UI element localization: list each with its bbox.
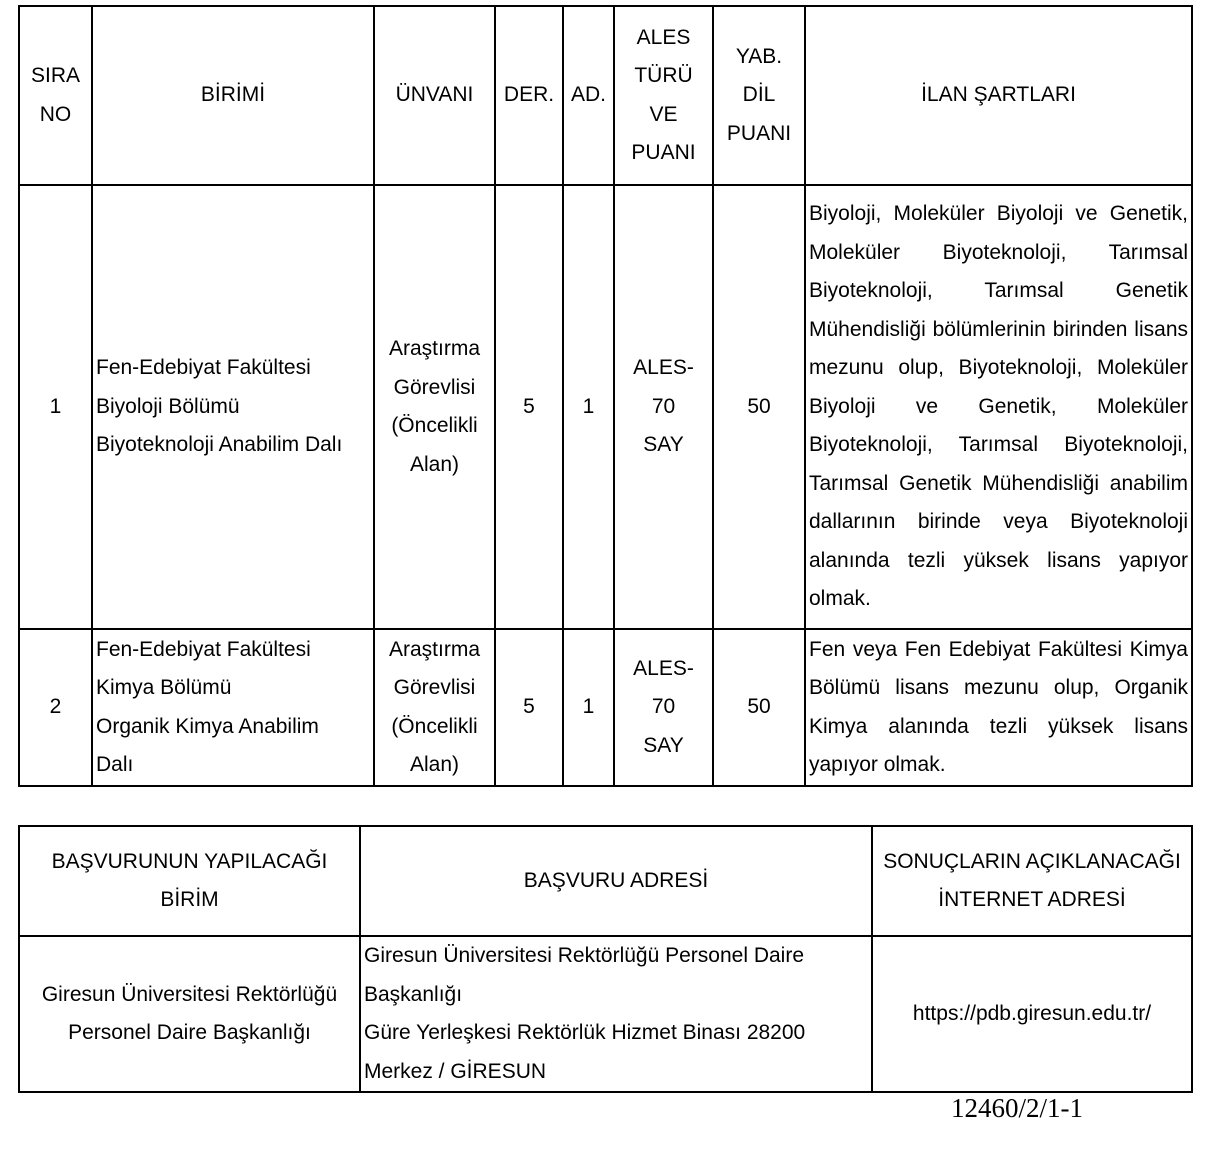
header-row <box>19 6 1192 185</box>
table-row <box>19 185 1192 629</box>
header-basvuru-adresi: BAŞVURU ADRESİ <box>360 826 872 936</box>
header-ales: ALES TÜRÜ VE PUANI <box>614 6 713 185</box>
cell-yab: 50 <box>713 185 805 629</box>
header-unvani: ÜNVANI <box>374 6 495 185</box>
cell-unvani: Araştırma Görevlisi (Öncelikli Alan) <box>374 629 495 786</box>
cell-sira: 1 <box>19 185 92 629</box>
cell-ilan: Fen veya Fen Edebiyat Fakültesi Kimya Bölümü lisans mezunu olup, Organik Kimya alanında tezli yüksek lisans yapıyor olmak. <box>805 629 1192 786</box>
cell-basvuru-adresi: Giresun Üniversitesi Rektörlüğü Personel Daire Başkanlığı Güre Yerleşkesi Rektörlük Hizmet Binası 28200 Merkez / GİRESUN <box>360 936 872 1092</box>
table-row <box>19 936 1192 1092</box>
cell-ales: ALES- 70 SAY <box>614 629 713 786</box>
cell-der: 5 <box>495 629 563 786</box>
header-ad: AD. <box>563 6 614 185</box>
cell-sira: 2 <box>19 629 92 786</box>
header-yab: YAB. DİL PUANI <box>713 6 805 185</box>
header-ilan: İLAN ŞARTLARI <box>805 6 1192 185</box>
header-birimi: BİRİMİ <box>92 6 374 185</box>
announcement-table <box>18 5 1193 787</box>
cell-basvuru-birim: Giresun Üniversitesi Rektörlüğü Personel Daire Başkanlığı <box>19 936 360 1092</box>
cell-birimi: Fen-Edebiyat Fakültesi Biyoloji Bölümü Biyoteknoloji Anabilim Dalı <box>92 185 374 629</box>
cell-ad: 1 <box>563 185 614 629</box>
cell-internet-adresi[interactable]: https://pdb.giresun.edu.tr/ <box>872 936 1192 1092</box>
cell-yab: 50 <box>713 629 805 786</box>
header-basvuru-birim: BAŞVURUNUN YAPILACAĞI BİRİM <box>19 826 360 936</box>
cell-birimi: Fen-Edebiyat Fakültesi Kimya Bölümü Organik Kimya Anabilim Dalı <box>92 629 374 786</box>
header-sira-no: SIRA NO <box>19 6 92 185</box>
header-row <box>19 826 1192 936</box>
cell-ad: 1 <box>563 629 614 786</box>
document-code: 12460/2/1-1 <box>951 1093 1083 1123</box>
application-table <box>18 825 1193 1093</box>
cell-unvani: Araştırma Görevlisi (Öncelikli Alan) <box>374 185 495 629</box>
header-der: DER. <box>495 6 563 185</box>
header-internet-adresi: SONUÇLARIN AÇIKLANACAĞI İNTERNET ADRESİ <box>872 826 1192 936</box>
table-row <box>19 629 1192 786</box>
cell-ales: ALES- 70 SAY <box>614 185 713 629</box>
cell-der: 5 <box>495 185 563 629</box>
cell-ilan: Biyoloji, Moleküler Biyoloji ve Genetik, Moleküler Biyoteknoloji, Tarımsal Biyoteknoloji, Tarımsal Genetik Mühendisliği bölümlerinin birinden lisans mezunu olup, Biyoteknoloji, Moleküler Biyoloji ve Genetik, Moleküler Biyoteknoloji, Tarımsal Biyoteknoloji, Tarımsal Genetik Mühendisliği anabilim dallarının birinde veya Biyoteknoloji alanında tezli yüksek lisans yapıyor olmak. <box>805 185 1192 629</box>
